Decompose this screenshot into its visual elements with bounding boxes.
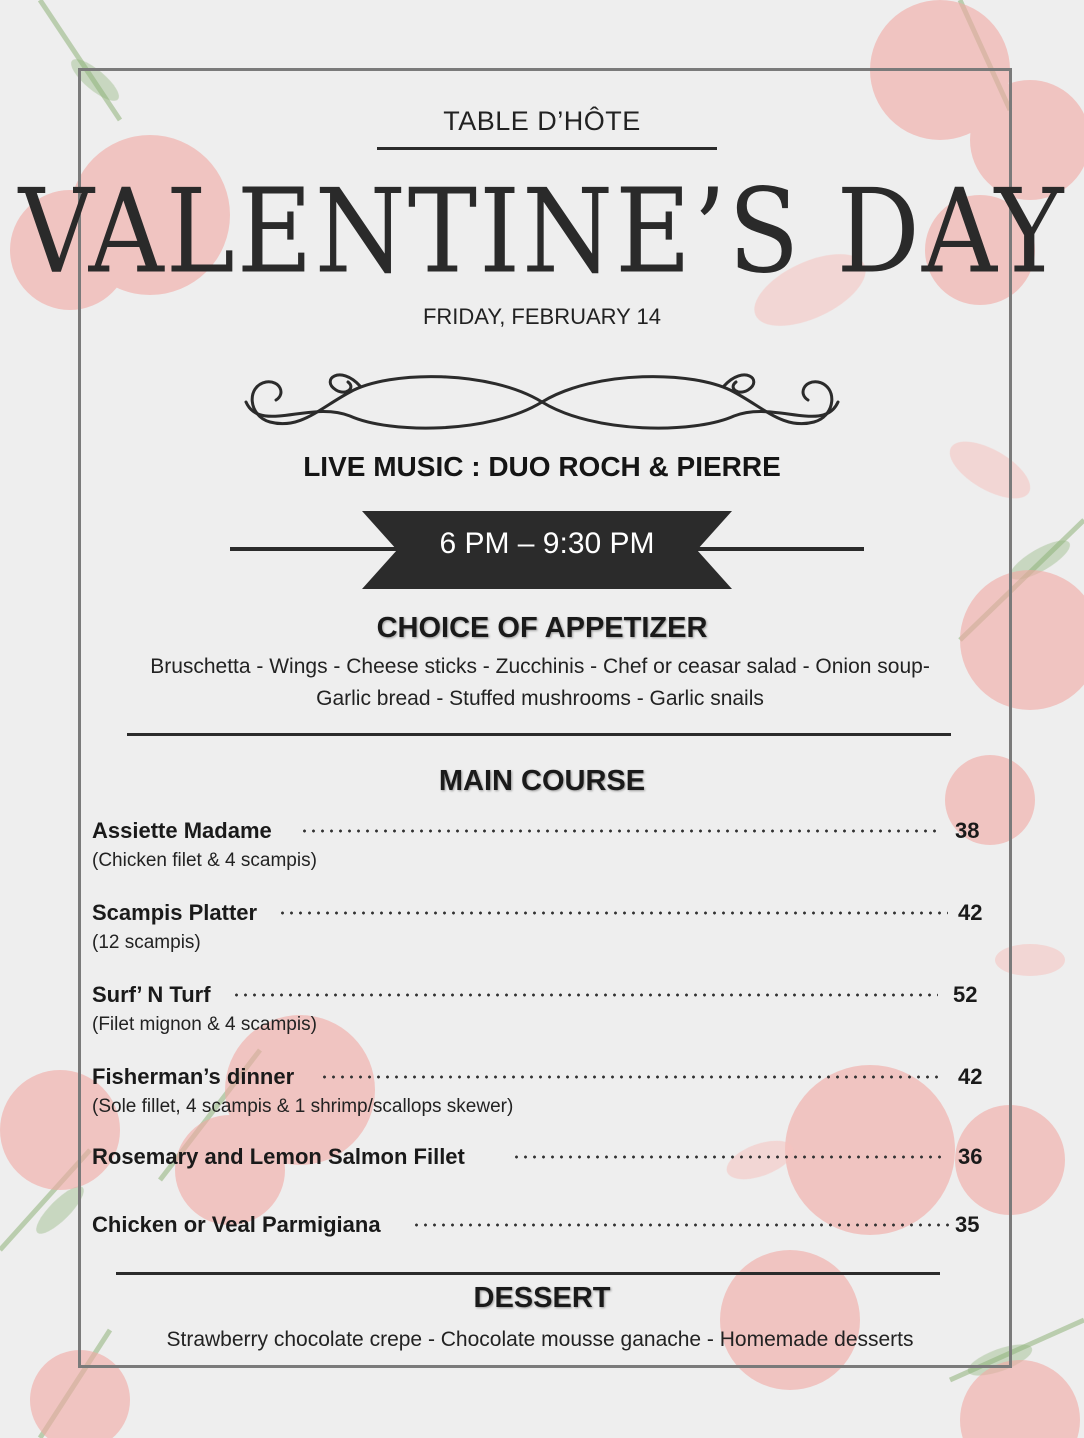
item-name: Scampis Platter bbox=[92, 900, 258, 925]
item-name: Surf’ N Turf bbox=[92, 982, 211, 1007]
menu-subtitle: TABLE D’HÔTE bbox=[443, 106, 641, 136]
live-music-heading: LIVE MUSIC : DUO ROCH & PIERRE bbox=[303, 451, 781, 482]
leader-dots bbox=[412, 1223, 952, 1227]
main-course-divider bbox=[116, 1272, 940, 1275]
dessert-heading: DESSERT bbox=[473, 1282, 611, 1314]
dessert-list: Strawberry chocolate crepe - Chocolate mousse ganache - Homemade desserts bbox=[166, 1328, 914, 1351]
item-name: Rosemary and Lemon Salmon Fillet bbox=[92, 1144, 465, 1169]
item-description: (12 scampis) bbox=[92, 932, 201, 953]
item-description: (Chicken filet & 4 scampis) bbox=[92, 850, 317, 871]
item-price: 52 bbox=[953, 982, 978, 1007]
item-price: 42 bbox=[958, 1064, 983, 1089]
item-description: (Filet mignon & 4 scampis) bbox=[92, 1014, 317, 1035]
event-date: FRIDAY, FEBRUARY 14 bbox=[422, 304, 661, 329]
appetizer-list-line1: Bruschetta - Wings - Cheese sticks - Zucchinis - Chef or ceasar salad - Onion soup- bbox=[150, 655, 930, 678]
event-hours: 6 PM – 9:30 PM bbox=[439, 527, 655, 560]
item-price: 42 bbox=[958, 900, 983, 925]
flourish-divider bbox=[240, 360, 844, 444]
leader-dots bbox=[232, 993, 938, 997]
item-price: 35 bbox=[955, 1212, 980, 1237]
main-course-heading: MAIN COURSE bbox=[438, 765, 646, 797]
leader-dots bbox=[512, 1155, 944, 1159]
appetizer-divider bbox=[127, 733, 951, 736]
item-name: Fisherman’s dinner bbox=[92, 1064, 295, 1089]
appetizer-heading: CHOICE OF APPETIZER bbox=[376, 612, 708, 644]
item-description: (Sole fillet, 4 scampis & 1 shrimp/scallops skewer) bbox=[92, 1096, 514, 1117]
item-price: 38 bbox=[955, 818, 980, 843]
menu-title: VALENTINE’S DAY bbox=[18, 162, 1066, 300]
leader-dots bbox=[300, 829, 940, 833]
subtitle-underline bbox=[377, 147, 717, 150]
item-name: Assiette Madame bbox=[92, 818, 272, 843]
item-name: Chicken or Veal Parmigiana bbox=[92, 1212, 381, 1237]
leader-dots bbox=[320, 1075, 944, 1079]
leader-dots bbox=[278, 911, 948, 915]
item-price: 36 bbox=[958, 1144, 983, 1169]
appetizer-list-line2: Garlic bread - Stuffed mushrooms - Garlic snails bbox=[316, 687, 764, 710]
